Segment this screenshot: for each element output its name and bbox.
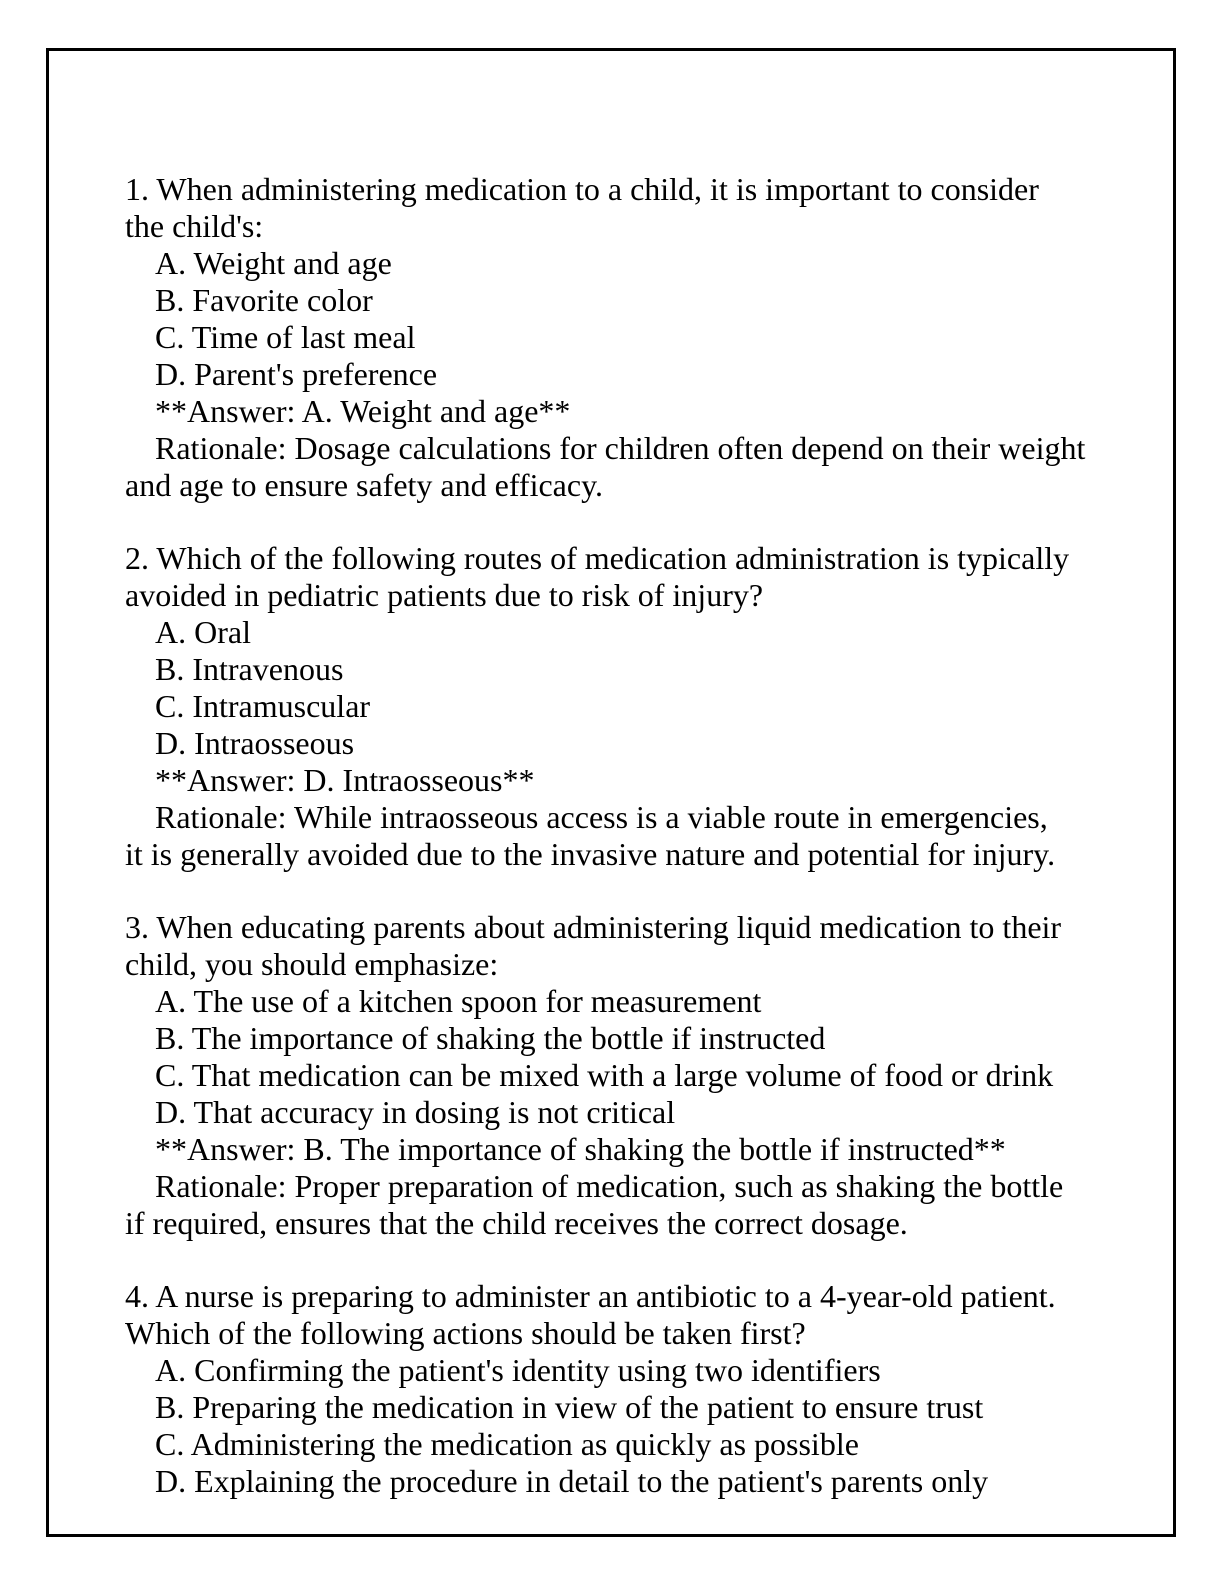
question-block-3 [125, 909, 1153, 1242]
question-2-option-c: C. Intramuscular [155, 688, 371, 724]
question-3-option-d: D. That accuracy in dosing is not critical [155, 1094, 676, 1130]
question-3-prompt: 3. When educating parents about administering liquid medication to their child, you should emphasize: [125, 909, 1062, 982]
question-1-prompt: 1. When administering medication to a child, it is important to consider the child's: [125, 171, 1039, 244]
question-2-option-a: A. Oral [155, 614, 251, 650]
question-3-answer: **Answer: B. The importance of shaking the bottle if instructed** [155, 1131, 1006, 1167]
question-4-option-b: B. Preparing the medication in view of the patient to ensure trust [155, 1389, 984, 1425]
question-block-4 [125, 1278, 1153, 1500]
question-block-1 [125, 171, 1153, 504]
question-3-rationale: Rationale: Proper preparation of medication, such as shaking the bottle if required, ensures that the child receives the correct dosage. [125, 1168, 1064, 1241]
question-1-option-c: C. Time of last meal [155, 319, 416, 355]
question-4-prompt: 4. A nurse is preparing to administer an antibiotic to a 4-year-old patient. Which of the following actions should be taken first? [125, 1278, 1056, 1351]
question-4-option-a: A. Confirming the patient's identity using two identifiers [155, 1352, 881, 1388]
question-4-option-d: D. Explaining the procedure in detail to the patient's parents only [155, 1463, 989, 1499]
page-border [46, 48, 1176, 1537]
question-1-option-d: D. Parent's preference [155, 356, 438, 392]
question-1-rationale: Rationale: Dosage calculations for children often depend on their weight and age to ensure safety and efficacy. [125, 430, 1086, 503]
question-2-rationale: Rationale: While intraosseous access is a viable route in emergencies, it is generally avoided due to the invasive nature and potential for injury. [125, 799, 1056, 872]
question-1-option-a: A. Weight and age [155, 245, 392, 281]
question-block-2 [125, 540, 1153, 873]
question-2-option-d: D. Intraosseous [155, 725, 355, 761]
question-3-option-b: B. The importance of shaking the bottle if instructed [155, 1020, 826, 1056]
question-2-answer: **Answer: D. Intraosseous** [155, 762, 535, 798]
question-4-option-c: C. Administering the medication as quickly as possible [155, 1426, 859, 1462]
question-3-option-a: A. The use of a kitchen spoon for measurement [155, 983, 762, 1019]
question-2-option-b: B. Intravenous [155, 651, 344, 687]
question-3-option-c: C. That medication can be mixed with a large volume of food or drink [155, 1057, 1054, 1093]
question-1-option-b: B. Favorite color [155, 282, 373, 318]
question-2-prompt: 2. Which of the following routes of medication administration is typically avoided in pediatric patients due to risk of injury? [125, 540, 1070, 613]
question-1-answer: **Answer: A. Weight and age** [155, 393, 571, 429]
